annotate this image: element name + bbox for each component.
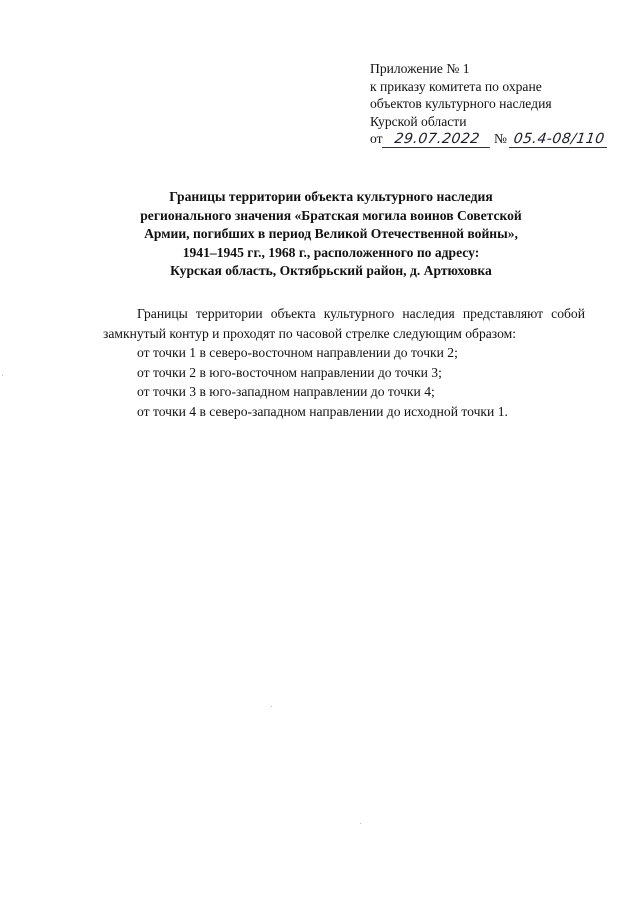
- order-date-handwritten: 29.07.2022: [381, 132, 491, 148]
- scan-speck: [271, 706, 272, 707]
- intro-paragraph: Границы территории объекта культурного наследия представляют собой замкнутый контур и проходят по часовой стрелке следующим образом:: [103, 306, 585, 341]
- title-line: Границы территории объекта культурного наследия: [169, 189, 493, 204]
- scan-speck: [360, 823, 361, 824]
- boundary-item: от точки 2 в юго-восточном направлении до точки 3;: [137, 364, 442, 380]
- title-line: регионального значения «Братская могила воинов Советской: [140, 207, 522, 223]
- scan-speck: [2, 375, 3, 376]
- order-reference: [370, 130, 608, 148]
- order-number-label: №: [493, 131, 507, 146]
- boundary-item: от точки 4 в северо-западном направлении до исходной точки 1.: [137, 403, 508, 419]
- appendix-header: [370, 60, 608, 148]
- order-prefix: от: [370, 131, 383, 146]
- appendix-line: объектов культурного наследия: [370, 96, 552, 111]
- appendix-line: Приложение № 1: [370, 61, 470, 76]
- document-title: [100, 188, 562, 281]
- appendix-line: к приказу комитета по охране: [370, 78, 542, 94]
- boundary-item: от точки 1 в северо-восточном направлении до точки 2;: [137, 345, 458, 360]
- body-text: [103, 304, 585, 421]
- order-number-handwritten: 05.4-08/110: [509, 132, 609, 148]
- appendix-line: Курской области: [370, 113, 467, 129]
- boundary-item: от точки 3 в юго-западном направлении до точки 4;: [137, 384, 435, 399]
- title-line: Курская область, Октябрьский район, д. Артюховка: [170, 263, 492, 279]
- title-line: 1941–1945 гг., 1968 г., расположенного по адресу:: [182, 244, 480, 260]
- title-line: Армии, погибших в период Великой Отечественной войны»,: [144, 226, 518, 242]
